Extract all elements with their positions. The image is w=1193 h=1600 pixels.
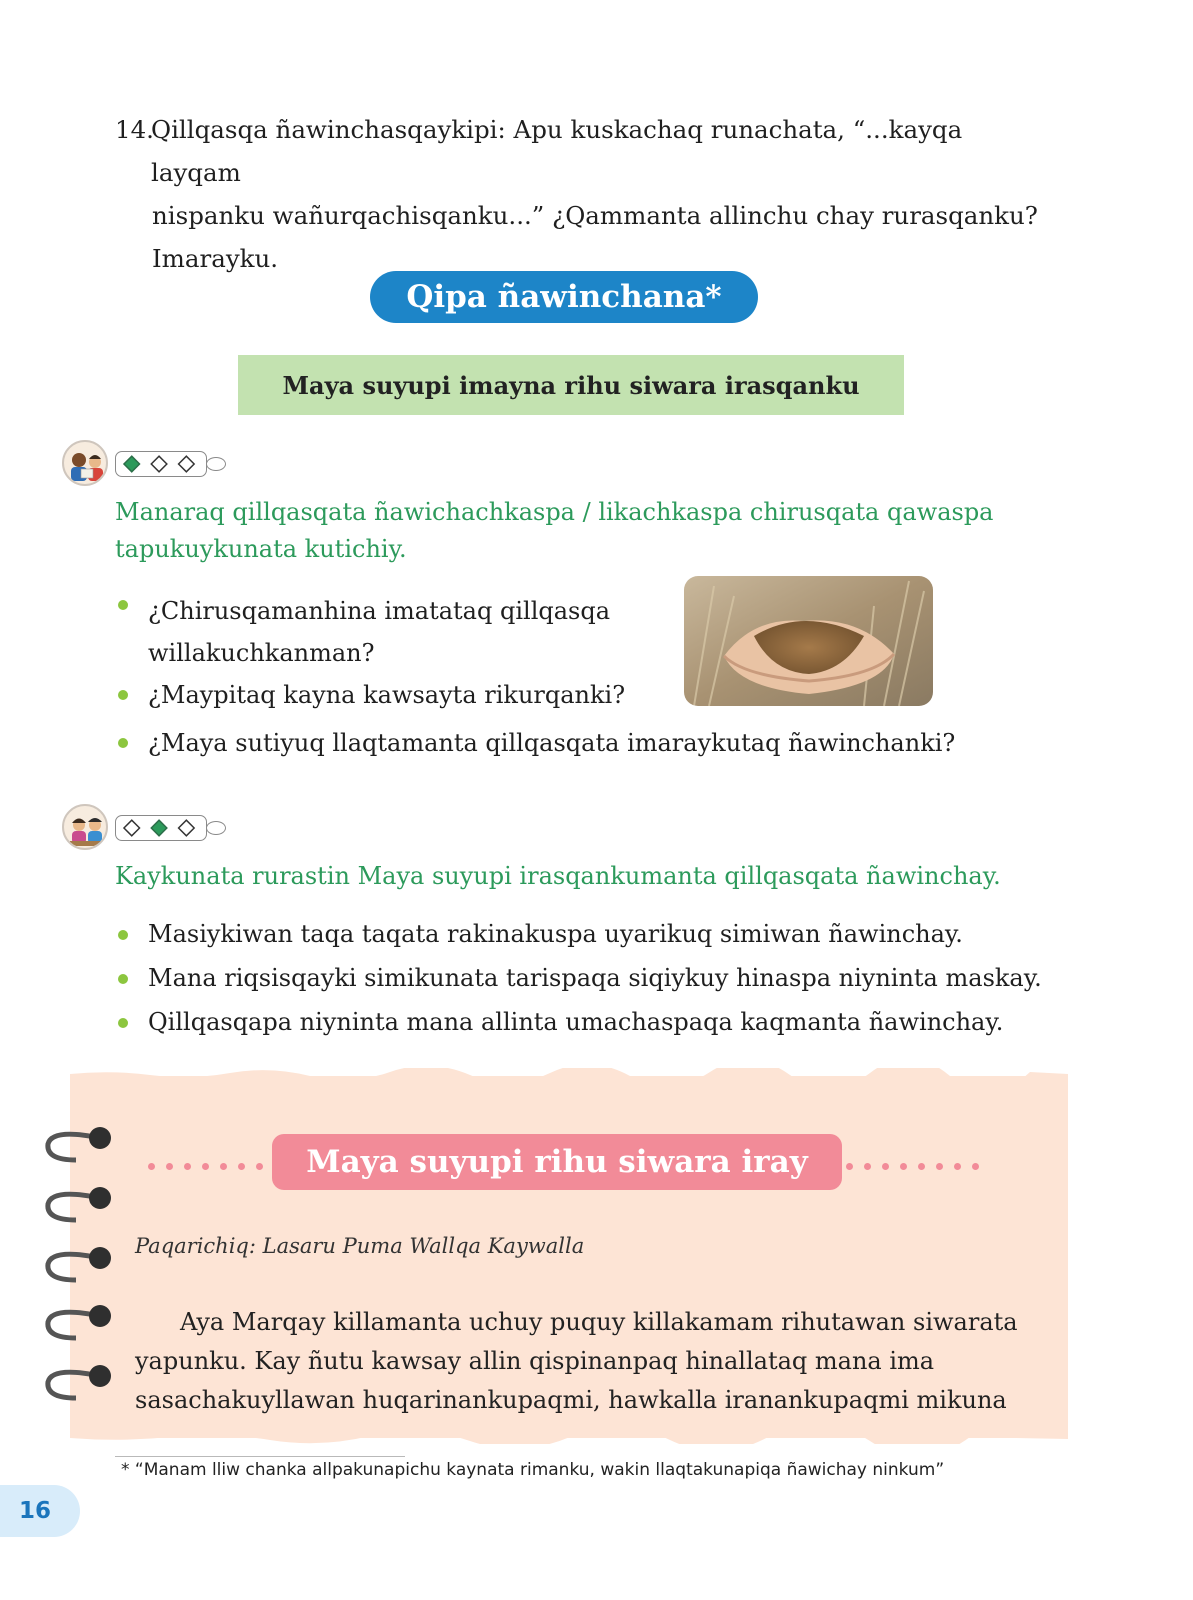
author-line: Paqarichiq: Lasaru Puma Wallqa Kaywalla [135,1234,585,1258]
activity2-instruction: Kaykunata rurastin Maya suyupi irasqankumanta qillqasqata ñawinchay. [115,862,1001,890]
students-reading-icon [62,440,108,486]
bullet-dot [118,738,128,748]
tag-ring [206,457,226,471]
reading-line-3: sasachakuyllawan huqarinankupaqmi, hawkalla iranankupaqmi mikuna [135,1386,1007,1414]
reading-line-2: yapunku. Kay ñutu kawsay allin qispinanpaq hinallataq mana ima [135,1347,935,1375]
footnote: * “Manam lliw chanka allpakunapichu kaynata rimanku, wakin llaqtakunapiqa ñawichay ninkum” [121,1460,945,1480]
footnote-divider [115,1456,405,1457]
page-number: 16 [0,1485,80,1537]
list-item: Masiykiwan taqa taqata rakinakuspa uyarikuq simiwan ñawinchay. [148,920,963,948]
list-item: Qillqasqapa niyninta mana allinta umachaspaqa kaqmanta ñawinchay. [148,1008,1004,1036]
question-14 [115,108,1055,280]
list-item: ¿Maya sutiyuq llaqtamanta qillqasqata imaraykutaq ñawinchanki? [148,729,956,757]
list-item-line: willakuchkanman? [148,639,375,667]
students-reading-icon [62,804,108,850]
bullet-dot [118,974,128,984]
dotted-line-right [846,1163,990,1170]
torn-edge-bottom [70,1432,1068,1444]
question-number: 14. [115,115,154,144]
bullet-dot [118,690,128,700]
bullet-dot [118,1018,128,1028]
bullet-dot [118,600,128,610]
question-line-1: Qillqasqa ñawinchasqaykipi: Apu kuskachaq runachata, “...kayqa layqam [151,115,963,187]
wheat-in-hands-image [684,576,933,706]
list-item: Mana riqsisqayki simikunata tarispaqa siqiykuy hinaspa niyninta maskay. [148,964,1042,992]
section-title: Qipa ñawinchana* [370,271,758,323]
list-item-line: ¿Chirusqamanhina imatataq qillqasqa [148,597,611,625]
level-indicator-2 [115,815,207,841]
list-item: ¿Maypitaq kayna kawsayta rikurqanki? [148,681,626,709]
question-line-2: nispanku wañurqachisqanku...” ¿Qammanta allinchu chay rurasqanku? [152,201,1038,230]
reading-title: Maya suyupi rihu siwara iray [272,1134,842,1190]
level-indicator-1 [115,451,207,477]
level-indicator-icon [122,454,200,474]
tag-ring [206,821,226,835]
reading-line-1: Aya Marqay killamanta uchuy puquy killakamam rihutawan siwarata [180,1308,1018,1336]
activity1-instruction-line-2: tapukuykunata kutichiy. [115,535,407,563]
spiral-binding-icon [42,1120,117,1414]
level-indicator-icon [122,818,200,838]
torn-edge-top [70,1068,1068,1082]
reading-text [135,1303,1025,1420]
list-item [148,590,610,674]
subtitle-band: Maya suyupi imayna rihu siwara irasqanku [238,355,904,415]
activity1-instruction-line-1: Manaraq qillqasqata ñawichachkaspa / likachkaspa chirusqata qawaspa [115,498,994,526]
activity1-instruction [115,494,1065,568]
dotted-line-left [148,1163,274,1170]
question-line-3: Imarayku. [152,244,279,273]
bullet-dot [118,930,128,940]
